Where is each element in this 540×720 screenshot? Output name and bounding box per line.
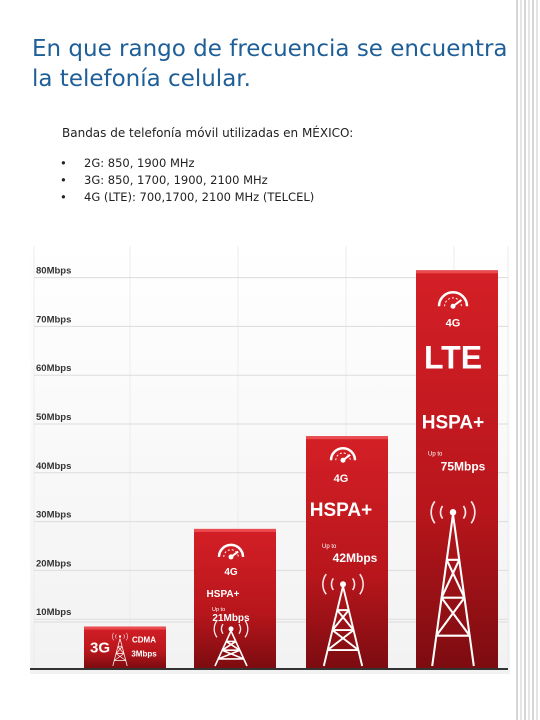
y-tick-label: 50Mbps — [36, 412, 72, 423]
bar-gen-label: 3G — [89, 639, 111, 657]
bullet: • — [60, 190, 67, 204]
slide-edge-decoration — [516, 0, 540, 720]
bar-upto-label: Up to — [212, 606, 226, 613]
list-item — [60, 190, 314, 207]
bar-tech-label: HSPA+ — [206, 588, 240, 600]
bar-speed-label: 3Mbps — [131, 649, 157, 659]
band-2g: 2G: 850, 1900 MHz — [84, 156, 195, 170]
bar-upto-label: Up to — [322, 544, 337, 551]
bar-tech-label: CDMA — [132, 635, 156, 645]
y-tick-label: 80Mbps — [36, 265, 72, 277]
list-item — [60, 156, 314, 173]
bar-speed-label: 42Mbps — [332, 551, 378, 566]
bar-tech2-label: HSPA+ — [421, 412, 485, 434]
bar-group-3 — [416, 270, 498, 668]
y-tick-label: 70Mbps — [36, 314, 72, 326]
bar-upto-label: Up to — [428, 451, 443, 458]
y-tick-label: 10Mbps — [36, 607, 72, 619]
y-tick-label: 20Mbps — [36, 558, 72, 570]
y-tick-label: 30Mbps — [36, 509, 72, 521]
speed-chart-svg — [30, 242, 510, 674]
band-3g: 3G: 850, 1700, 1900, 2100 MHz — [84, 173, 268, 187]
bar-tech-label: HSPA+ — [309, 500, 373, 522]
bar-highlight — [194, 529, 276, 532]
bar-speed-label: 75Mbps — [440, 459, 486, 474]
bar-gen-label: 4G — [333, 473, 349, 486]
bullet: • — [60, 173, 67, 187]
slide-title: En que rango de frecuencia se encuentra la telefonía celular. — [32, 36, 508, 92]
band-list — [60, 156, 314, 207]
bands-subtitle: Bandas de telefonía móvil utilizadas en MÉXICO: — [62, 126, 354, 140]
bullet: • — [60, 156, 67, 170]
bar-highlight — [416, 270, 498, 273]
bar-speed-label: 21Mbps — [212, 612, 250, 624]
speed-chart — [30, 242, 510, 674]
bar-group-2 — [306, 436, 388, 668]
y-tick-label: 40Mbps — [36, 460, 72, 472]
list-item — [60, 173, 314, 190]
bar-highlight — [84, 627, 166, 630]
bar-highlight — [306, 436, 388, 439]
band-4g: 4G (LTE): 700,1700, 2100 MHz (TELCEL) — [84, 190, 315, 204]
bar-tech-label: LTE — [423, 339, 483, 376]
bar-group-1 — [194, 529, 276, 668]
bar-group-0 — [84, 627, 166, 668]
y-tick-label: 60Mbps — [36, 363, 72, 375]
bar-gen-label: 4G — [445, 317, 461, 330]
bar-gen-label: 4G — [224, 566, 238, 578]
